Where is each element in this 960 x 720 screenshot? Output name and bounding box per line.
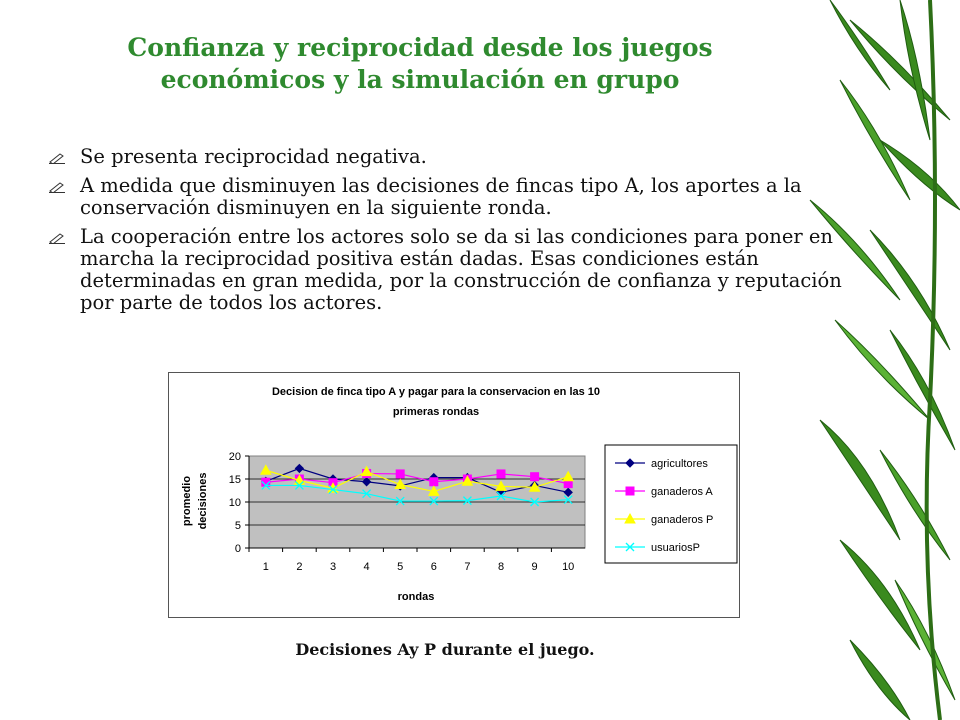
legend-label-ganaderos-a: ganaderos A [651,486,713,498]
x-tick-label: 7 [464,561,471,573]
legend-marker-ganaderos-a [626,487,634,495]
legend-label-ganaderos-p: ganaderos P [651,514,714,526]
data-point-ganaderos-a [531,473,539,481]
x-tick-label: 6 [430,561,437,573]
y-tick-label: 5 [234,520,241,532]
y-axis-label-line2: decisiones [197,472,209,530]
x-tick-label: 8 [497,561,505,573]
bullet-text: La cooperación entre los actores solo se da si las condiciones para poner en marcha la reciprocidad positiva están dadas. Esas condiciones están determinadas en gran medida, por la construcción de confianza y reputación por parte de todos los actores. [80,225,842,314]
data-point-ganaderos-a [396,470,404,478]
legend-label-agricultores: agricultores [651,458,708,470]
line-chart [169,373,739,617]
bullet-item [46,226,876,314]
legend-label-usuariosp: usuariosP [651,542,700,554]
chart-frame [168,372,740,618]
data-point-ganaderos-a [430,478,438,486]
x-tick-label: 10 [562,561,575,573]
y-tick-label: 15 [228,474,241,486]
x-tick-label: 2 [296,561,303,573]
data-point-ganaderos-a [497,470,505,478]
chart-caption: Decisiones Ay P durante el juego. [295,640,595,659]
chart-title-line2: primeras rondas [392,406,480,418]
bullet-item [46,146,876,168]
bamboo-leaves-decoration [780,0,960,720]
pencil-bullet-icon [48,232,66,244]
y-tick-label: 20 [228,451,241,463]
bullet-item [46,175,876,219]
bullet-text: Se presenta reciprocidad negativa. [80,145,427,168]
bullet-text: A medida que disminuyen las decisiones de fincas tipo A, los aportes a la conservación disminuyen en la siguiente ronda. [80,174,802,219]
chart-title-line1: Decision de finca tipo A y pagar para la conservacion en las 10 [271,386,601,398]
x-tick-label: 1 [262,561,269,573]
x-tick-label: 9 [531,561,538,573]
x-tick-label: 5 [397,561,404,573]
pencil-bullet-icon [48,152,66,164]
y-axis-label-line1: promedio [181,475,193,527]
x-axis-label: rondas [397,591,435,603]
x-tick-label: 4 [363,561,370,573]
slide-title: Confianza y reciprocidad desde los juegos económicos y la simulación en grupo [127,33,713,94]
y-tick-label: 10 [228,497,241,509]
y-tick-label: 0 [234,543,241,555]
x-tick-label: 3 [329,561,337,573]
bullet-list [46,146,876,321]
pencil-bullet-icon [48,181,66,193]
